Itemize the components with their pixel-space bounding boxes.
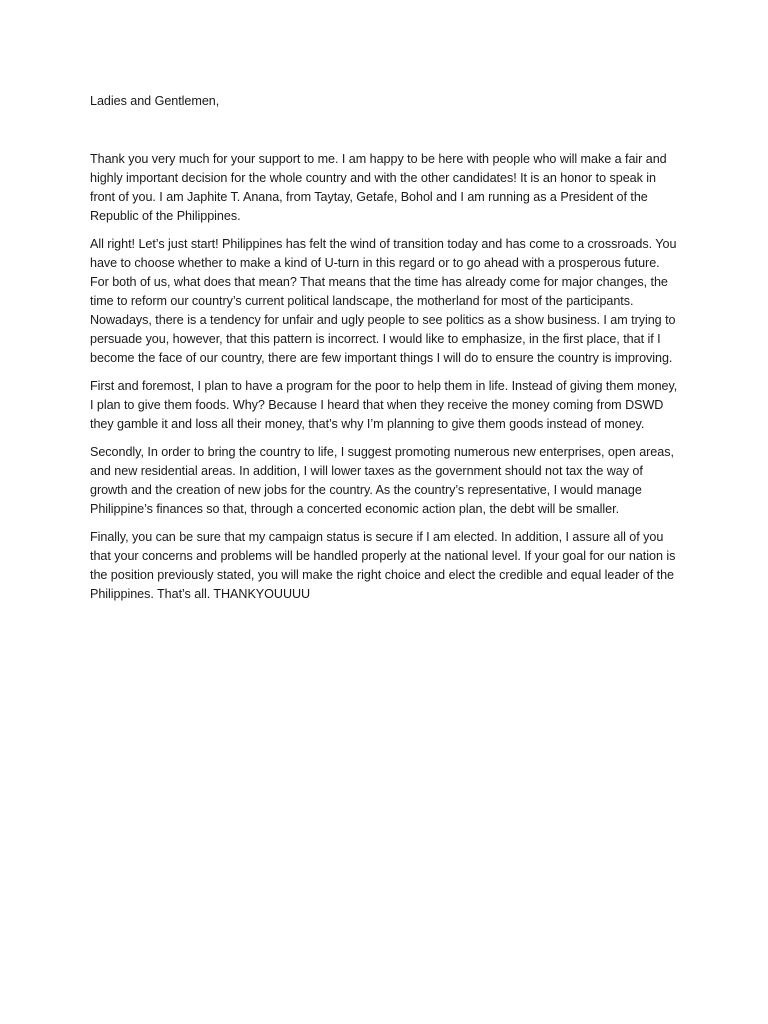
paragraph-closing: Finally, you can be sure that my campaign status is secure if I am elected. In addition, I assure all of you that your concerns and problems will be handled properly at the national level. If your goal for our nation is the position previously stated, you will make the right choice and elect the credible and equal leader of the Philippines. That’s all. THANKYOUUUU bbox=[90, 530, 676, 601]
paragraph-crossroads: All right! Let’s just start! Philippines has felt the wind of transition today and has come to a crossroads. You have to choose whether to make a kind of U-turn in this regard or to go ahead with a prosperous future. For both of us, what does that mean? That means that the time has already come for major changes, the time to reform our country’s current political landscape, the motherland for most of the participants. Nowadays, there is a tendency for unfair and ugly people to see politics as a show business. I am trying to persuade you, however, that this pattern is incorrect. I would like to emphasize, in the first place, that if I become the face of our country, there are few important things I will do to ensure the country is improving. bbox=[90, 237, 677, 365]
paragraph-poor-program: First and foremost, I plan to have a program for the poor to help them in life. Instead of giving them money, I plan to give them foods. Why? Because I heard that when they receive the money coming from DSWD they gamble it and loss all their money, that’s why I’m planning to give them goods instead of money. bbox=[90, 379, 678, 431]
document-body bbox=[90, 92, 680, 613]
salutation: Ladies and Gentlemen, bbox=[90, 94, 220, 108]
paragraph-economy: Secondly, In order to bring the country to life, I suggest promoting numerous new enterprises, open areas, and new residential areas. In addition, I will lower taxes as the government should not tax the way of growth and the creation of new jobs for the country. As the country’s representative, I would manage Philippine’s finances so that, through a concerted economic action plan, the debt will be smaller. bbox=[90, 445, 674, 516]
paragraph-introduction: Thank you very much for your support to me. I am happy to be here with people who will make a fair and highly important decision for the whole country and with the other candidates! It is an honor to speak in front of you. I am Japhite T. Anana, from Taytay, Getafe, Bohol and I am running as a President of the Republic of the Philippines. bbox=[90, 152, 667, 223]
